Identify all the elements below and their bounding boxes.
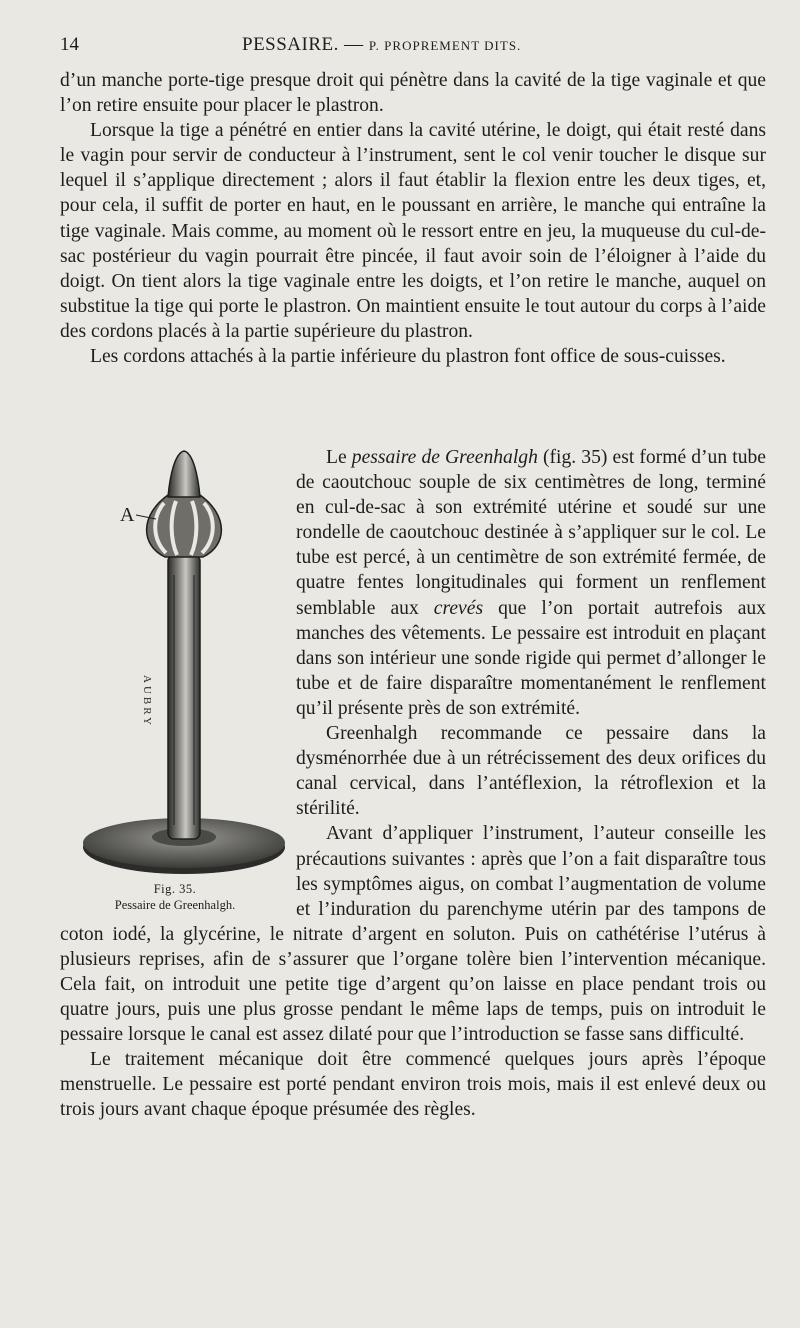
tube-bulge [147,495,222,557]
rubber-tube [168,555,200,839]
paragraph-recommande: Greenhalgh recommande ce pessaire dans la dysménorrhée due à un rétrécissement des deux orifices du canal cervical, dans l’antéflexion, la rétroflexion et la stérilité. [296,723,766,820]
running-title-sub: P. PROPREMENT DITS. [368,38,522,53]
italic-term: pessaire de Greenhalgh [351,447,538,468]
page-number: 14 [60,34,79,55]
text-run: Le [326,447,352,468]
figure-35 [60,445,292,913]
paragraph-tige: Lorsque la tige a pénétré en entier dans la cavité utérine, le doigt, qui était resté dans le vagin pour servir de conducteur à l’instrument, sent le col venir toucher le disque sur lequel il s’applique directement ; alors il faut établir la flexion entre les deux tiges, et, pour cela, il suffit de porter en haut, en le poussant en arrière, le manche qui entraîne la tige vaginale. Mais comme, au moment où le ressort entre en jeu, la muqueuse du cul-de-sac postérieur du vagin pourrait être pincée, il faut avoir soin de l’éloigner à l’aide du doigt. On tient alors la tige vaginale entre les doigts, et l’on retire le manche, auquel on substitue la tige qui porte le plastron. On maintient ensuite le tout autour du corps à l’aide des cordons placés à la partie supérieure du plastron. [60,120,766,342]
figure-caption-label: Fig. 35. [153,882,197,896]
text-block-top [60,68,766,369]
paragraph-avant: Avant d’appliquer l’instrument, l’auteur conseille les précautions suivantes : après que l’on a fait disparaître tous les symptômes aigus, on combat l’augmentation de volume et l’induration du parenchyme utérin par des tampons de coton iodé, la glycérine, le nitrate d’argent en soluton. Puis on cathétérise l’utérus à plusieurs reprises, afin de s’assurer que l’organe tolère bien l’intervention mécanique. Cela fait, on introduit une petite tige d’argent qu’on laisse en place pendant trois ou quatre jours, puis une plus grosse pendant le même laps de temps, puis on introduit le pessaire lorsque le canal est assez dilaté pour que l’introduction se fasse sans difficulté. [60,823,766,1046]
pessary-illustration [60,445,292,875]
running-title [242,34,521,56]
text-block-with-figure [60,445,766,1123]
engraver-signature: AUBRY [141,675,153,728]
closed-tip [168,451,200,497]
running-header [60,34,760,60]
text-run: (fig. 35) est formé d’un tube de caoutchouc souple de six centimètres de long, terminé en cul-de-sac à son extrémité utérine et soudé sur une rondelle de caoutchouc destinée à s’appliquer sur le col. Le tube est percé, à un centimètre de son extrémité fermée, de quatre fentes longitudinales qui forment un renflement semblable aux [296,447,766,619]
paragraph-continuation: d’un manche porte-tige presque droit qui pénètre dans la cavité de la tige vaginale et que l’on retire ensuite pour placer le plastron. [60,70,766,117]
paragraph-cordons: Les cordons attachés à la partie inférieure du plastron font office de sous-cuisses. [90,346,726,368]
figure-caption-text: Pessaire de Greenhalgh. [114,898,236,912]
running-title-main: PESSAIRE. — [242,34,364,55]
figure-letter-a: A [120,504,135,526]
text-run: que l’on portait autrefois aux manches des vêtements. Le pessaire est introduit en plaçant dans son intérieur une sonde rigide qui permet d’allonger le tube et de faire disparaître momentanément le renflement qu’il présente près de son extrémité. [296,597,766,719]
figure-caption [60,881,290,913]
paragraph-traitement: Le traitement mécanique doit être commencé quelques jours après l’époque menstruelle. Le pessaire est porté pendant environ trois mois, mais il est enlevé deux ou trois jours avant chaque époque présumée des règles. [60,1049,766,1121]
italic-term: crevés [433,597,484,619]
